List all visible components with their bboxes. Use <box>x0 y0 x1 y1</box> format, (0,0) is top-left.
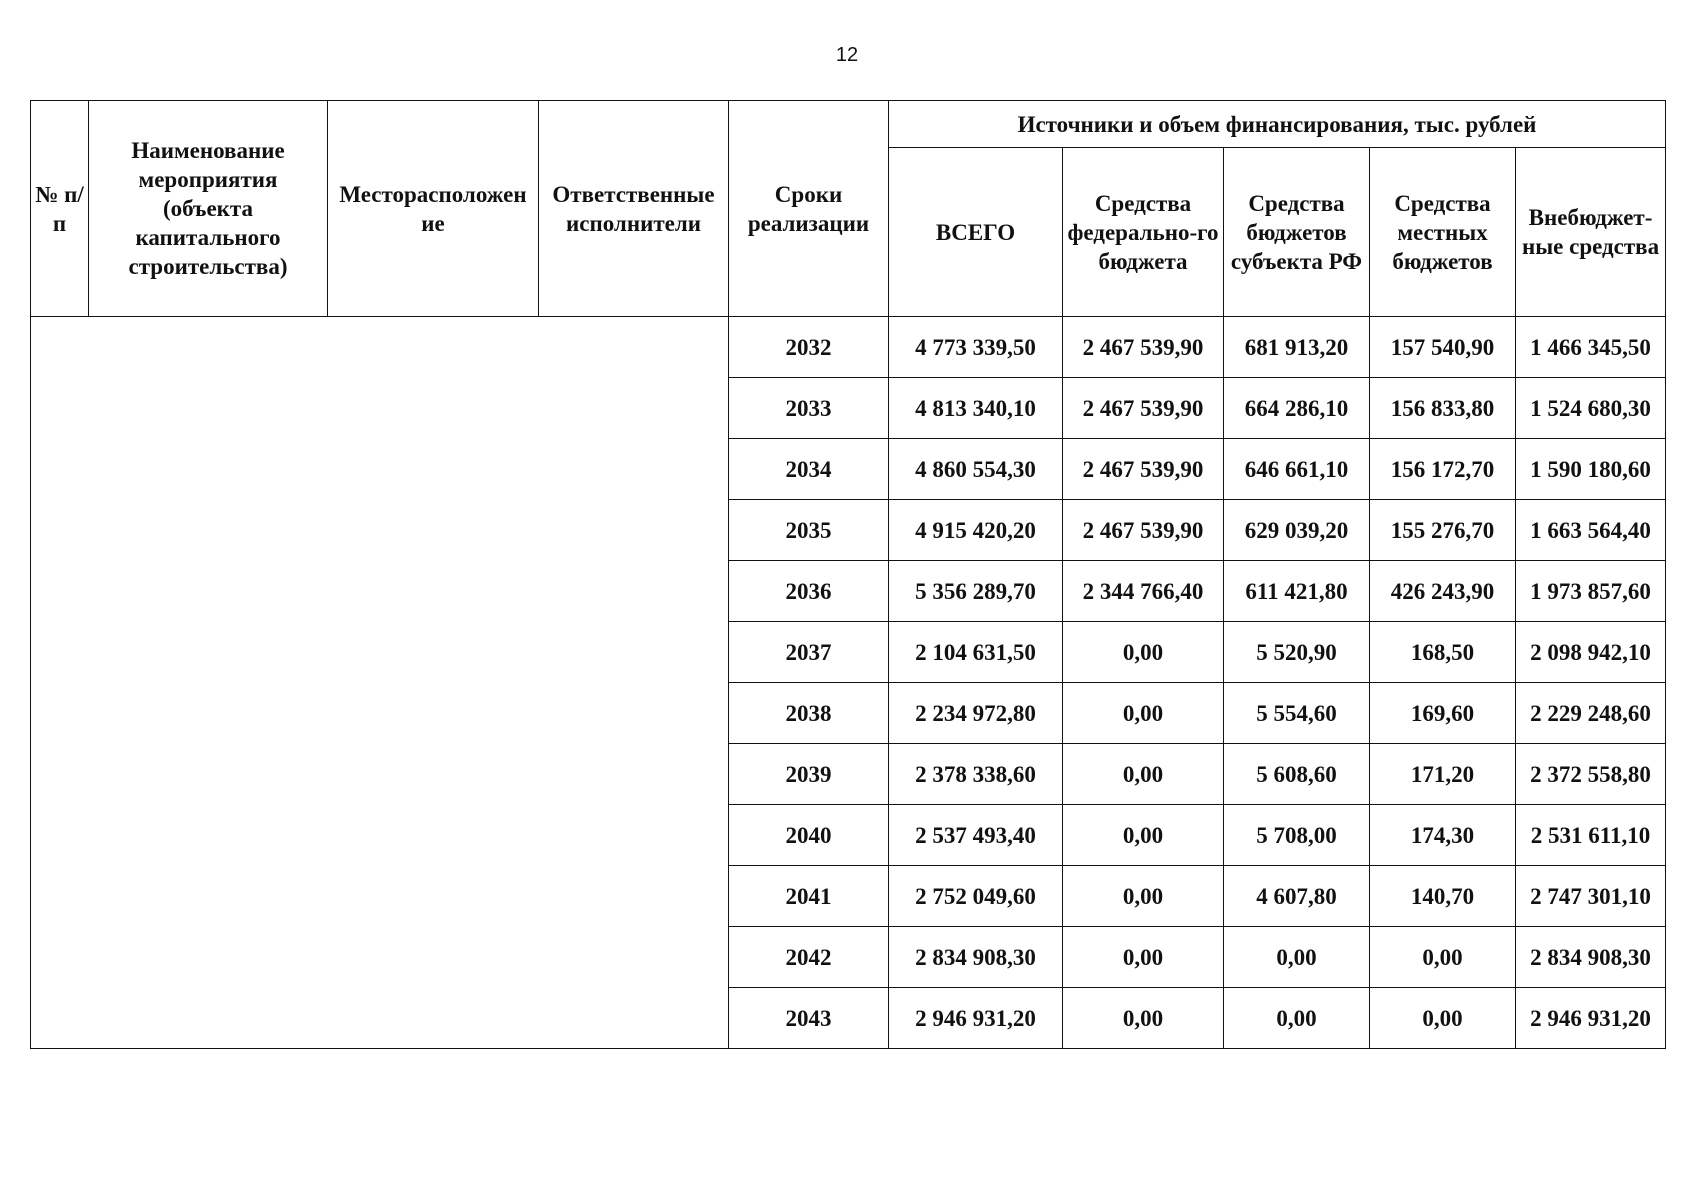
cell-total: 5 356 289,70 <box>889 561 1063 622</box>
cell-total: 2 537 493,40 <box>889 805 1063 866</box>
cell-year: 2042 <box>729 927 889 988</box>
cell-year: 2037 <box>729 622 889 683</box>
cell-federal: 0,00 <box>1063 866 1224 927</box>
cell-year: 2038 <box>729 683 889 744</box>
cell-local: 156 172,70 <box>1370 439 1516 500</box>
cell-regional: 611 421,80 <box>1224 561 1370 622</box>
cell-extra: 2 747 301,10 <box>1516 866 1666 927</box>
cell-local: 0,00 <box>1370 927 1516 988</box>
cell-local: 0,00 <box>1370 988 1516 1049</box>
cell-total: 4 813 340,10 <box>889 378 1063 439</box>
cell-year: 2032 <box>729 317 889 378</box>
cell-federal: 2 344 766,40 <box>1063 561 1224 622</box>
cell-local: 169,60 <box>1370 683 1516 744</box>
cell-total: 2 752 049,60 <box>889 866 1063 927</box>
cell-total: 4 773 339,50 <box>889 317 1063 378</box>
cell-regional: 664 286,10 <box>1224 378 1370 439</box>
merged-empty-cell <box>31 317 729 1049</box>
cell-extra: 2 834 908,30 <box>1516 927 1666 988</box>
cell-extra: 1 663 564,40 <box>1516 500 1666 561</box>
cell-extra: 2 098 942,10 <box>1516 622 1666 683</box>
cell-total: 2 946 931,20 <box>889 988 1063 1049</box>
cell-local: 156 833,80 <box>1370 378 1516 439</box>
header-name: Наименование мероприятия (объекта капитального строительства) <box>89 101 328 317</box>
table-row <box>31 317 1666 378</box>
cell-extra: 2 531 611,10 <box>1516 805 1666 866</box>
cell-year: 2041 <box>729 866 889 927</box>
cell-total: 2 234 972,80 <box>889 683 1063 744</box>
cell-year: 2040 <box>729 805 889 866</box>
cell-local: 168,50 <box>1370 622 1516 683</box>
cell-local: 426 243,90 <box>1370 561 1516 622</box>
cell-federal: 0,00 <box>1063 683 1224 744</box>
cell-local: 174,30 <box>1370 805 1516 866</box>
cell-extra: 1 466 345,50 <box>1516 317 1666 378</box>
cell-federal: 2 467 539,90 <box>1063 500 1224 561</box>
header-row-1 <box>31 101 1666 148</box>
cell-total: 2 104 631,50 <box>889 622 1063 683</box>
cell-total: 4 915 420,20 <box>889 500 1063 561</box>
cell-extra: 1 524 680,30 <box>1516 378 1666 439</box>
cell-federal: 0,00 <box>1063 927 1224 988</box>
header-local: Средства местных бюджетов <box>1370 148 1516 317</box>
cell-local: 157 540,90 <box>1370 317 1516 378</box>
cell-regional: 629 039,20 <box>1224 500 1370 561</box>
header-location: Месторасположен ие <box>328 101 539 317</box>
cell-year: 2043 <box>729 988 889 1049</box>
cell-regional: 4 607,80 <box>1224 866 1370 927</box>
cell-year: 2035 <box>729 500 889 561</box>
funding-table <box>30 100 1666 1049</box>
cell-regional: 681 913,20 <box>1224 317 1370 378</box>
cell-federal: 2 467 539,90 <box>1063 439 1224 500</box>
cell-extra: 2 946 931,20 <box>1516 988 1666 1049</box>
cell-federal: 0,00 <box>1063 622 1224 683</box>
header-federal: Средства федерально-го бюджета <box>1063 148 1224 317</box>
cell-regional: 5 520,90 <box>1224 622 1370 683</box>
cell-local: 155 276,70 <box>1370 500 1516 561</box>
cell-local: 171,20 <box>1370 744 1516 805</box>
page-number: 12 <box>835 44 859 66</box>
header-total: ВСЕГО <box>889 148 1063 317</box>
cell-total: 2 378 338,60 <box>889 744 1063 805</box>
cell-year: 2033 <box>729 378 889 439</box>
header-period: Сроки реализации <box>729 101 889 317</box>
cell-extra: 1 590 180,60 <box>1516 439 1666 500</box>
cell-extra: 2 229 248,60 <box>1516 683 1666 744</box>
cell-extra: 2 372 558,80 <box>1516 744 1666 805</box>
cell-regional: 5 608,60 <box>1224 744 1370 805</box>
header-funding-group: Источники и объем финансирования, тыс. рублей <box>889 101 1666 148</box>
cell-total: 2 834 908,30 <box>889 927 1063 988</box>
header-responsible: Ответственные исполнители <box>539 101 729 317</box>
cell-extra: 1 973 857,60 <box>1516 561 1666 622</box>
header-regional: Средства бюджетов субъекта РФ <box>1224 148 1370 317</box>
cell-federal: 0,00 <box>1063 988 1224 1049</box>
cell-federal: 0,00 <box>1063 805 1224 866</box>
cell-federal: 2 467 539,90 <box>1063 378 1224 439</box>
cell-local: 140,70 <box>1370 866 1516 927</box>
cell-total: 4 860 554,30 <box>889 439 1063 500</box>
header-num: № п/п <box>31 101 89 317</box>
header-extra: Внебюджет-ные средства <box>1516 148 1666 317</box>
cell-regional: 5 708,00 <box>1224 805 1370 866</box>
cell-regional: 0,00 <box>1224 988 1370 1049</box>
cell-regional: 0,00 <box>1224 927 1370 988</box>
cell-year: 2036 <box>729 561 889 622</box>
cell-regional: 5 554,60 <box>1224 683 1370 744</box>
cell-year: 2039 <box>729 744 889 805</box>
cell-year: 2034 <box>729 439 889 500</box>
cell-federal: 2 467 539,90 <box>1063 317 1224 378</box>
cell-regional: 646 661,10 <box>1224 439 1370 500</box>
cell-federal: 0,00 <box>1063 744 1224 805</box>
